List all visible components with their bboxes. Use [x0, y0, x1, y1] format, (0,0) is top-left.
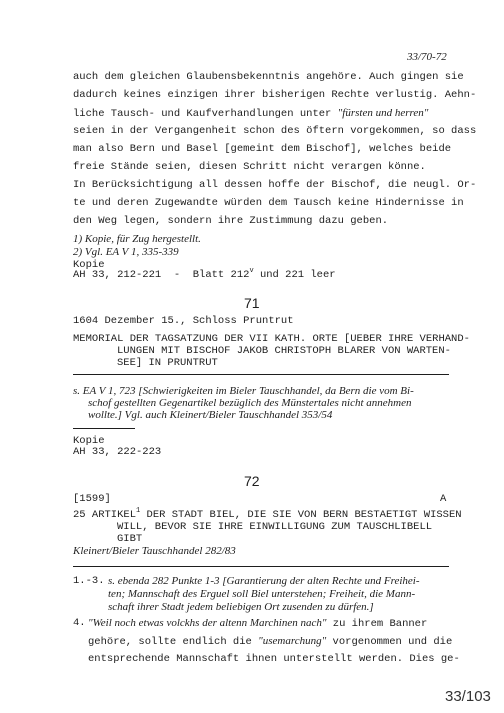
note-line: schof gestellten Gegenartikel bezüglich des Münstertales nicht annehmen	[88, 397, 412, 409]
footnote: 2) Vgl. EA V 1, 335-339	[73, 246, 179, 258]
text-line: man also Bern und Basel [gemeint dem Bischof], welches beide	[73, 143, 452, 155]
entry-title: WILL, BEVOR SIE IHRE EINWILLIGUNG ZUM TAUSCHLIBELL	[117, 521, 433, 533]
item-label: 1.-3.	[73, 575, 105, 587]
source-label: Kopie	[73, 435, 105, 447]
footnote: 1) Kopie, für Zug hergestellt.	[73, 233, 201, 245]
entry-title: LUNGEN MIT BISCHOF JAKOB CHRISTOPH BLARER VON WARTEN-	[117, 345, 451, 357]
item-line: s. ebenda 282 Punkte 1-3 [Garantierung der alten Rechte und Freihei-	[108, 575, 420, 587]
short-divider	[73, 428, 135, 429]
item-line: entsprechende Mannschaft ihnen unterstellt werden. Dies ge-	[88, 653, 460, 665]
text-line: auch dem gleichen Glaubensbekenntnis angehöre. Auch gingen sie	[73, 71, 464, 83]
note-line: wollte.] Vgl. auch Kleinert/Bieler Tauschhandel 353/54	[88, 409, 333, 421]
entry-number: 71	[244, 295, 260, 311]
text-line: seien in der Vergangenheit schon des öftern vorgekommen, so dass	[73, 125, 477, 137]
entry-title: GIBT	[117, 533, 143, 545]
item-line: gehöre, sollte endlich die "usemarchung" vorgenommen und die	[88, 635, 453, 648]
source-label: Kopie	[73, 259, 105, 271]
divider	[73, 566, 449, 567]
text-line: den Weg legen, sondern ihre Zustimmung dazu geben.	[73, 215, 389, 227]
text-line: te und deren Zugewandte würden dem Tausch keine Hindernisse in	[73, 197, 464, 209]
source-reference: AH 33, 212-221 - Blatt 212$^v$ und 221 leer	[73, 267, 336, 281]
item-line: "Weil noch etwas volckhs der altenn Marchinen nach" zu ihrem Banner	[88, 617, 428, 630]
divider	[73, 374, 449, 375]
page-reference: 33/70-72	[407, 51, 447, 63]
entry-reference: Kleinert/Bieler Tauschhandel 282/83	[73, 545, 236, 557]
entry-number: 72	[244, 473, 260, 489]
entry-title: 25 ARTIKEL$^1$ DER STADT BIEL, DIE SIE VON BERN BESTAETIGT WISSEN	[73, 507, 462, 521]
item-line: ten; Mannschaft des Erguel soll Biel unterstehen; Freiheit, die Mann-	[108, 588, 416, 600]
entry-title: MEMORIAL DER TAGSATZUNG DER VII KATH. ORTE [UEBER IHRE VERHAND-	[73, 333, 470, 345]
text-line: freie Stände seien, diesen Schritt nicht verargen könne.	[73, 161, 426, 173]
entry-date: [1599]	[73, 493, 111, 505]
note-line: s. EA V 1, 723 [Schwierigkeiten im Bieler Tauschhandel, da Bern die vom Bi-	[73, 385, 414, 397]
source-reference: AH 33, 222-223	[73, 446, 162, 458]
text-line: In Berücksichtigung all dessen hoffe der Bischof, die neugl. Or-	[73, 179, 477, 191]
text-line: dadurch keines einzigen ihrer bisherigen Rechte verlustig. Aehn-	[73, 89, 477, 101]
item-label: 4.	[73, 617, 86, 629]
text-line: liche Tausch- und Kaufverhandlungen unter "fürsten und herren"	[73, 107, 429, 120]
entry-date: 1604 Dezember 15., Schloss Pruntrut	[73, 315, 294, 327]
entry-title: SEE] IN PRUNTRUT	[117, 357, 218, 369]
archive-stamp: 33/103	[445, 688, 491, 705]
entry-marker: A	[440, 493, 447, 505]
item-line: schaft ihrer Stadt jedem beliebigen Ort zusenden zu dürfen.]	[108, 601, 374, 613]
